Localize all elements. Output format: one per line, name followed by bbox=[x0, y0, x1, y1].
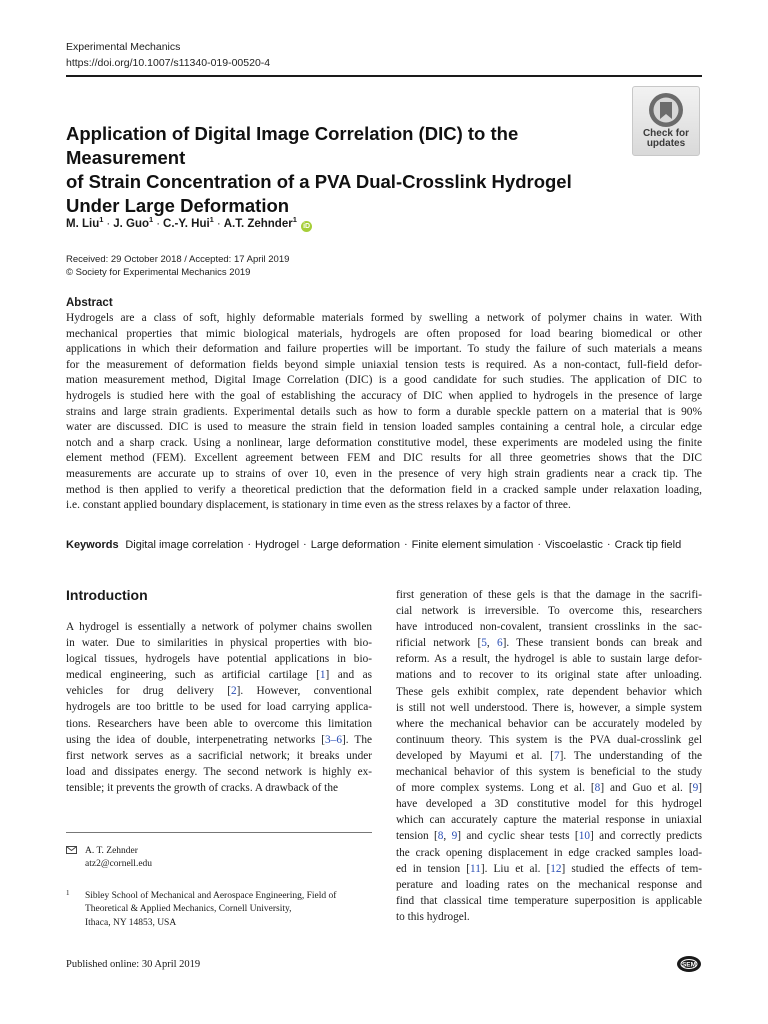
keyword-separator: · bbox=[247, 539, 251, 551]
keyword-separator: · bbox=[606, 539, 611, 551]
abstract-line: i.e. constant applied boundary displacement, is stationary in time even as the stress relaxes by a factor of three. bbox=[66, 499, 571, 512]
author-affil-mark: 1 bbox=[209, 215, 214, 224]
author-separator: · bbox=[156, 217, 161, 230]
body-text: ] and cyclic shear tests [ bbox=[457, 830, 579, 843]
citation-link[interactable]: 9 bbox=[692, 782, 699, 795]
body-text: in water. Due to similarities in physical properties with bio- bbox=[66, 637, 372, 650]
body-text: first network serves as a sacrificial network; it breaks under bbox=[66, 749, 372, 762]
body-line bbox=[396, 877, 702, 893]
affiliation-line: Theoretical & Applied Mechanics, Cornell University, bbox=[85, 904, 292, 915]
body-line bbox=[66, 699, 372, 715]
body-text: ] and as bbox=[325, 669, 372, 682]
keyword: Crack tip field bbox=[614, 539, 682, 551]
copyright-line: © Society for Experimental Mechanics 2019 bbox=[66, 267, 251, 278]
keyword: Hydrogel bbox=[255, 539, 300, 551]
affiliation-number: 1 bbox=[66, 889, 70, 897]
body-line bbox=[396, 861, 702, 877]
body-line bbox=[396, 684, 702, 700]
title-line: Under Large Deformation bbox=[66, 195, 290, 216]
citation-link[interactable]: 3–6 bbox=[325, 733, 342, 746]
body-line bbox=[396, 828, 702, 844]
author-affil-mark: 1 bbox=[99, 215, 104, 224]
keywords-line bbox=[66, 538, 681, 552]
citation-link[interactable]: 10 bbox=[578, 830, 590, 843]
body-text: of more complex systems. Long et al. [ bbox=[396, 782, 595, 795]
body-line bbox=[396, 732, 702, 748]
body-text: using the idea of double, interpenetrating networks [ bbox=[66, 733, 326, 746]
author-affil-mark: 1 bbox=[149, 215, 154, 224]
body-line bbox=[396, 780, 702, 796]
citation-link[interactable]: 6 bbox=[496, 637, 503, 650]
body-line bbox=[396, 651, 702, 667]
body-line bbox=[396, 796, 702, 812]
body-text: hydrogels are too brittle to be used for load carrying applica- bbox=[66, 701, 372, 714]
body-text: perature and loading rates on the mechanical response and bbox=[396, 878, 702, 891]
body-line bbox=[396, 716, 702, 732]
body-text: developed by Mayumi et al. [ bbox=[396, 749, 554, 762]
citation-link[interactable]: 7 bbox=[553, 749, 560, 762]
body-line bbox=[396, 812, 702, 828]
contact-name: A. T. Zehnder bbox=[85, 846, 138, 856]
body-text: have introduced non-covalent, transient crosslinks in the sac- bbox=[396, 621, 702, 634]
author-separator: · bbox=[216, 217, 221, 230]
author-affil-mark: 1 bbox=[292, 215, 297, 224]
body-text: logical tissues, hydrogels have potential applications in bio- bbox=[66, 653, 372, 666]
abstract-line: hydrogels is studied here with the goal of establishing the accuracy of DIC when applied to hydrogels in the presence of large bbox=[66, 389, 702, 402]
footnote-rule bbox=[66, 832, 372, 833]
badge-label-line2: updates bbox=[646, 138, 686, 149]
body-line bbox=[396, 635, 702, 651]
abstract-heading: Abstract bbox=[66, 297, 113, 309]
keyword-separator: · bbox=[303, 539, 307, 551]
citation-link[interactable]: 12 bbox=[550, 862, 562, 875]
affiliation-line: Ithaca, NY 14853, USA bbox=[85, 917, 177, 928]
abstract-line: mechanical properties that mimic biological materials, hydrogels are often proposed for load bearing biomedical or other bbox=[66, 327, 702, 340]
abstract-line: mation measurement method, Digital Image Correlation (DIC) is a good candidate for such studies. The application of DIC to bbox=[66, 374, 702, 387]
affiliation-line: Sibley School of Mechanical and Aerospace Engineering, Field of bbox=[85, 891, 337, 901]
keywords-heading: Keywords bbox=[66, 539, 119, 551]
received-accepted-date: Received: 29 October 2018 / Accepted: 17 April 2019 bbox=[66, 254, 290, 265]
body-text: A hydrogel is essentially a network of polymer chains swollen bbox=[66, 621, 372, 633]
orcid-icon[interactable]: iD bbox=[303, 222, 311, 230]
body-text: ]. The bbox=[342, 733, 372, 746]
abstract-line: for the measurement of deformation fields beyond simple uniaxial tension tests is required. As a non-contact, full-field defor- bbox=[66, 358, 702, 371]
abstract-line: element method (FEM). Excellent agreement between FEM and DIC results for all three geometries shows that the DIC bbox=[66, 452, 702, 465]
journal-header bbox=[66, 39, 270, 71]
keyword: Viscoelastic bbox=[545, 539, 603, 551]
body-line bbox=[66, 732, 372, 748]
body-text: load and dissipates energy. The second network is highly ex- bbox=[66, 765, 372, 778]
body-text: medical engineering, such as artificial cartilage [ bbox=[66, 669, 320, 682]
title-line: Application of Digital Image Correlation (DIC) to the Measurement bbox=[66, 123, 519, 168]
body-text: These gels exhibit complex, rate dependent behavior which bbox=[396, 685, 702, 698]
keyword: Large deformation bbox=[310, 539, 400, 551]
author-name[interactable]: J. Guo bbox=[113, 217, 150, 230]
body-text: ]. However, conventional bbox=[236, 685, 373, 698]
abstract-line: water are discussed. DIC is used to measure the strain field in tension loaded samples containing a central hole, a circular edge bbox=[66, 421, 702, 434]
body-line bbox=[396, 667, 702, 683]
body-line bbox=[66, 667, 372, 683]
body-line bbox=[66, 748, 372, 764]
author-separator: · bbox=[106, 217, 111, 230]
body-line bbox=[396, 893, 702, 909]
body-text: ] bbox=[698, 782, 702, 795]
body-text: tension [ bbox=[396, 830, 438, 843]
body-text: cial network is irreversible. To overcome this, researchers bbox=[396, 605, 702, 618]
body-line bbox=[396, 587, 702, 603]
body-line bbox=[396, 909, 702, 925]
body-text: , bbox=[486, 637, 497, 650]
corresponding-author bbox=[66, 845, 152, 871]
article-title bbox=[66, 122, 626, 218]
body-line bbox=[66, 764, 372, 780]
keyword: Finite element simulation bbox=[411, 539, 534, 551]
body-line bbox=[66, 716, 372, 732]
author-list bbox=[66, 212, 312, 232]
author-name[interactable]: A.T. Zehnder bbox=[223, 217, 293, 230]
abstract-line: method is then applied to verify a theoretical prediction that the deformation field in a cracked sample under relaxation loading, bbox=[66, 483, 702, 496]
body-text: ]. These transient bonds can break and bbox=[502, 637, 703, 650]
body-line bbox=[396, 700, 702, 716]
citation-link[interactable]: 8 bbox=[594, 782, 601, 795]
body-line bbox=[66, 651, 372, 667]
crossmark-icon bbox=[647, 91, 685, 129]
citation-link[interactable]: 8 bbox=[437, 830, 444, 843]
check-for-updates-badge[interactable] bbox=[632, 86, 700, 156]
body-text: mechanical behavior of this system is beneficial to the study bbox=[396, 766, 702, 779]
body-line bbox=[66, 619, 372, 635]
affiliation-footnote bbox=[66, 887, 336, 930]
body-text: ed in tension [ bbox=[396, 862, 470, 875]
body-text: , bbox=[443, 830, 452, 843]
abstract-line: applications in which their deformation and failure properties will be important. To study the failure of such materials a means bbox=[66, 343, 702, 356]
keyword-separator: · bbox=[403, 539, 408, 551]
published-date: Published online: 30 April 2019 bbox=[66, 959, 201, 970]
body-text: ]. The understanding of the bbox=[559, 749, 702, 762]
body-line bbox=[66, 683, 372, 699]
author-name[interactable]: M. Liu bbox=[66, 217, 100, 230]
body-text: ]. Liu et al. [ bbox=[480, 862, 551, 875]
body-line bbox=[66, 635, 372, 651]
body-text: ] and correctly predicts bbox=[589, 830, 702, 843]
citation-link[interactable]: 11 bbox=[470, 862, 481, 875]
contact-email[interactable]: atz2@cornell.edu bbox=[85, 859, 153, 869]
body-text: ] studied the effects of tem- bbox=[561, 862, 702, 875]
body-column-right bbox=[396, 587, 702, 925]
body-line bbox=[396, 845, 702, 861]
body-text: have developed a 3D constitutive model for this hydrogel bbox=[396, 798, 702, 811]
keyword: Digital image correlation bbox=[125, 539, 244, 551]
body-text: is still not well understood. There is, however, a simple system bbox=[396, 701, 702, 714]
body-column-left bbox=[66, 619, 372, 796]
body-text: tensible; it prevents the growth of cracks. A drawback of the bbox=[66, 781, 338, 794]
citation-link[interactable]: 9 bbox=[451, 830, 458, 843]
body-text: vehicles for drug delivery [ bbox=[66, 685, 231, 698]
citation-link[interactable]: 1 bbox=[319, 669, 326, 682]
body-text: which can accurately capture the material response in uniaxial bbox=[396, 814, 702, 827]
body-text: first generation of these gels is that the damage in the sacrifi- bbox=[396, 589, 702, 601]
body-text: where the mechanical behavior can be accurately modeled by bbox=[396, 717, 702, 730]
body-text: reform. As a result, the hydrogel is able to sustain large defor- bbox=[396, 653, 702, 666]
body-line bbox=[396, 748, 702, 764]
body-text: to this hydrogel. bbox=[396, 910, 470, 923]
body-text: tions. Researchers have been able to overcome this limitation bbox=[66, 717, 372, 730]
body-text: mations and to recover to its original state after unloading. bbox=[396, 669, 702, 682]
envelope-icon bbox=[66, 846, 77, 854]
article-dates bbox=[66, 253, 289, 279]
sem-logo bbox=[676, 955, 702, 973]
title-line: of Strain Concentration of a PVA Dual-Crosslink Hydrogel bbox=[66, 171, 572, 192]
body-text: find that classical time temperature superposition is applicable bbox=[396, 894, 702, 907]
doi-link[interactable]: https://doi.org/10.1007/s11340-019-00520-4 bbox=[66, 57, 271, 69]
body-text: ] and Guo et al. [ bbox=[600, 782, 693, 795]
body-line bbox=[396, 764, 702, 780]
badge-label-line1: Check for bbox=[642, 128, 690, 139]
abstract-line: measurements are accurate up to strains of over 10, even in the presence of very high strain gradients near a crack tip. The bbox=[66, 467, 702, 480]
journal-name: Experimental Mechanics bbox=[66, 41, 181, 53]
section-heading-introduction: Introduction bbox=[66, 587, 148, 603]
body-text: rificial network [ bbox=[396, 637, 482, 650]
abstract-line: notch and a sharp crack. Using a nonlinear, large deformation constitutive model, these experiments are modeled using the finite bbox=[66, 436, 702, 449]
abstract-line: Hydrogels are a class of soft, highly deformable materials formed by swelling a network of polymer chains in water. With bbox=[66, 312, 702, 324]
citation-link[interactable]: 2 bbox=[230, 685, 237, 698]
keyword-separator: · bbox=[537, 539, 541, 551]
abstract-text bbox=[66, 311, 702, 514]
header-rule bbox=[66, 75, 702, 77]
body-line bbox=[66, 780, 372, 796]
sem-logo-text: SEM bbox=[681, 961, 697, 969]
body-text: continuum theory. This system is the PVA dual-crosslink gel bbox=[396, 733, 702, 746]
body-line bbox=[396, 603, 702, 619]
citation-link[interactable]: 5 bbox=[481, 637, 487, 650]
abstract-line: strains and large strain gradients. Experimental details such as how to form a durable speckle pattern on a material that is 90% bbox=[66, 405, 702, 418]
author-name[interactable]: C.-Y. Hui bbox=[163, 217, 210, 230]
body-line bbox=[396, 619, 702, 635]
body-text: the crack opening displacement in edge cracked samples load- bbox=[396, 846, 702, 859]
